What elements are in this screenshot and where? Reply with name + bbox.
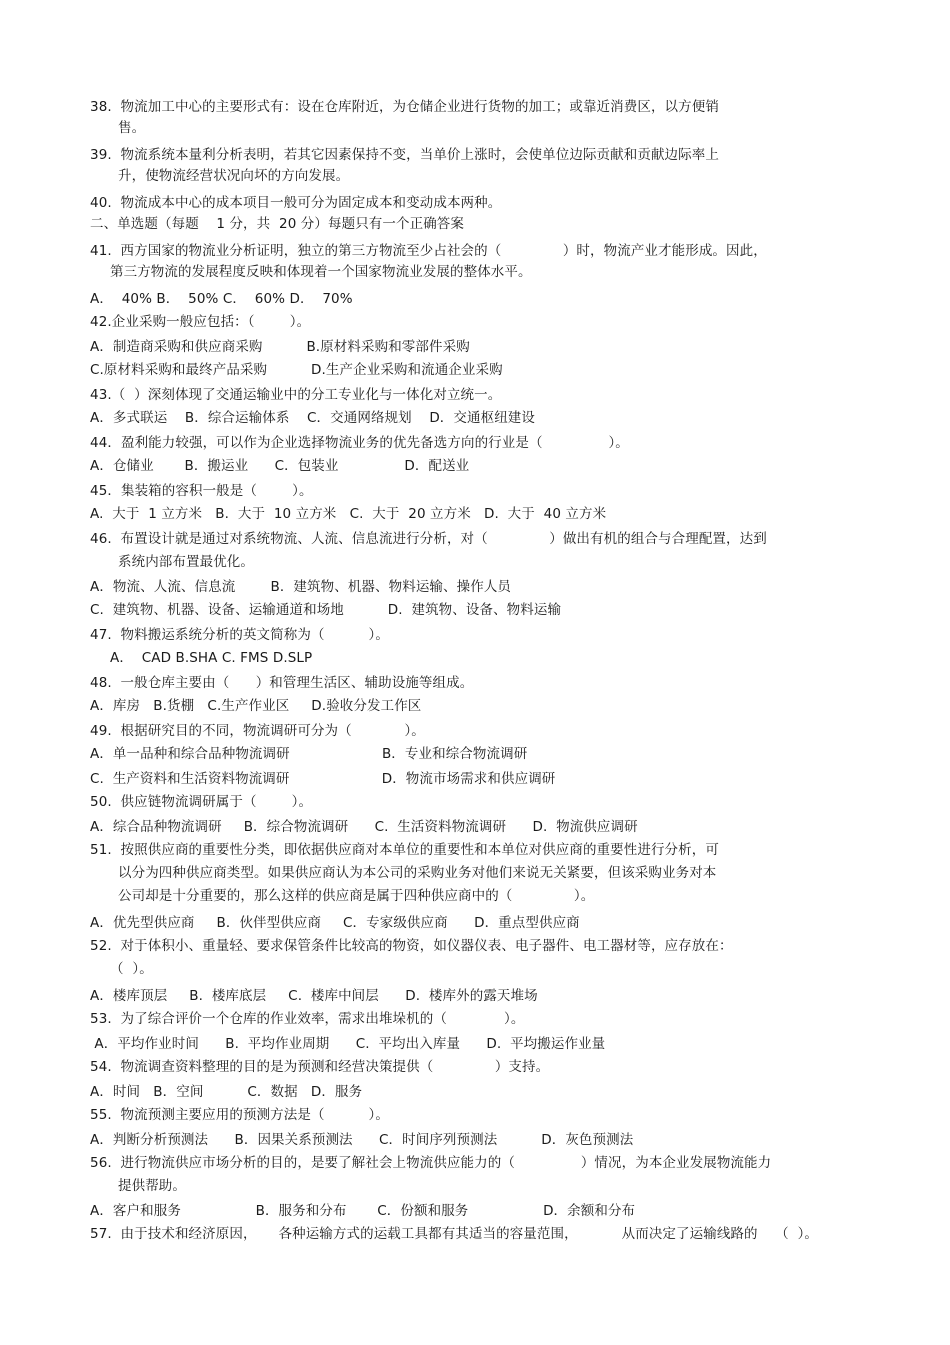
text-line: A．客户和服务 B．服务和分布 C．份额和服务 D．余额和分布 [90,1203,636,1219]
text-line: C. 建筑物、机器、设备、运输通道和场地 D. 建筑物、设备、物料运输 [90,602,562,618]
text-line: 56. 进行物流供应市场分析的目的，是要了解社会上物流供应能力的（ ）情况，为本企业发展物流能力 [90,1155,772,1171]
text-line: 提供帮助。 [118,1178,186,1194]
text-line: 54. 物流调查资料整理的目的是为预测和经营决策提供（ ）支持。 [90,1059,550,1075]
text-line: A．物流、人流、信息流 B．建筑物、机器、物料运输、操作人员 [90,579,512,595]
text-line: 49. 根据研究目的不同，物流调研可分为（ ）。 [90,723,425,739]
text-line: 40. 物流成本中心的成本项目一般可分为固定成本和变动成本两种。 [90,195,502,211]
text-line: 50. 供应链物流调研属于（ ）。 [90,794,313,810]
text-line: 系统内部布置最优化。 [118,554,254,570]
text-line: A．判断分析预测法 B．因果关系预测法 C．时间序列预测法 D．灰色预测法 [90,1132,634,1148]
text-line: 47. 物料搬运系统分析的英文简称为（ ）。 [90,627,389,643]
text-line: 41. 西方国家的物流业分析证明，独立的第三方物流至少占社会的（ ）时，物流产业才能形成。因此， [90,243,767,259]
text-line: 售。 [118,120,146,136]
text-line: 二、单选题（每题 1 分，共 20 分）每题只有一个正确答案 [90,216,464,232]
text-line: C.原材料采购和最终产品采购 D.生产企业采购和流通企业采购 [90,362,503,378]
text-line: A．优先型供应商 B．伙伴型供应商 C．专家级供应商 D．重点型供应商 [90,915,580,931]
text-line: 48. 一般仓库主要由（ ）和管理生活区、辅助设施等组成。 [90,675,474,691]
text-line: 53. 为了综合评价一个仓库的作业效率，需求出堆垛机的（ ）。 [90,1011,525,1027]
text-line: 55. 物流预测主要应用的预测方法是（ ）。 [90,1107,389,1123]
text-line: 43.（ ）深刻体现了交通运输业中的分工专业化与一体化对立统一。 [90,387,502,403]
text-line: 44．盈利能力较强，可以作为企业选择物流业务的优先备选方向的行业是（ ）。 [90,435,629,451]
text-line: （ ）。 [110,961,153,977]
text-line: A．多式联运 B．综合运输体系 C．交通网络规划 D．交通枢纽建设 [90,410,536,426]
text-line: 以分为四种供应商类型。如果供应商认为本公司的采购业务对他们来说无关紧要，但该采购业务对本 [118,865,717,881]
text-line: 45．集装箱的容积一般是（ ）。 [90,483,313,499]
text-line: A．综合品种物流调研 B．综合物流调研 C. 生活资料物流调研 D. 物流供应调研 [90,819,638,835]
text-line: A．库房 B.货棚 C.生产作业区 D.验收分发工作区 [90,698,422,714]
text-line: A. 大于 1 立方米 B. 大于 10 立方米 C. 大于 20 立方米 D. 大于 40 立方米 [90,506,607,522]
text-line: 51. 按照供应商的重要性分类，即依据供应商对本单位的重要性和本单位对供应商的重要性进行分析，可 [90,842,719,858]
text-line: 升，使物流经营状况向坏的方向发展。 [118,168,350,184]
text-line: A．仓储业 B．搬运业 C．包装业 D．配送业 [90,458,470,474]
text-line: 42.企业采购一般应包括：（ ）。 [90,314,311,330]
text-line: 公司却是十分重要的，那么这样的供应商是属于四种供应商中的（ ）。 [118,888,595,904]
text-line: A．楼库顶层 B. 楼库底层 C. 楼库中间层 D. 楼库外的露天堆场 [90,988,538,1004]
text-line: 38. 物流加工中心的主要形式有：设在仓库附近，为仓储企业进行货物的加工；或靠近消费区，以方便销 [90,99,719,115]
text-line: 第三方物流的发展程度反映和体现着一个国家物流业发展的整体水平。 [110,264,532,280]
text-line: 46. 布置设计就是通过对系统物流、人流、信息流进行分析，对（ ）做出有机的组合与合理配置，达到 [90,531,767,547]
text-line: C. 生产资料和生活资料物流调研 D．物流市场需求和供应调研 [90,771,556,787]
text-line: A． 40% B． 50% C． 60% D． 70% [90,291,353,307]
text-line: A．单一品种和综合品种物流调研 B．专业和综合物流调研 [90,746,528,762]
text-line: 52. 对于体积小、重量轻、要求保管条件比较高的物资，如仪器仪表、电子器件、电工器材等，应存放在： [90,938,733,954]
text-line: A．时间 B．空间 C．数据 D．服务 [90,1084,363,1100]
text-line: A．平均作业时间 B. 平均作业周期 C. 平均出入库量 D. 平均搬运作业量 [90,1036,606,1052]
text-line: A．制造商采购和供应商采购 B.原材料采购和零部件采购 [90,339,470,355]
text-line: 57. 由于技术和经济原因， 各种运输方式的运载工具都有其适当的容量范围， 从而决定了运输线路的 （ ）。 [90,1226,819,1242]
text-line: A． CAD B.SHA C. FMS D.SLP [110,650,313,666]
text-line: 39. 物流系统本量利分析表明，若其它因素保持不变，当单价上涨时，会使单位边际贡献和贡献边际率上 [90,147,719,163]
